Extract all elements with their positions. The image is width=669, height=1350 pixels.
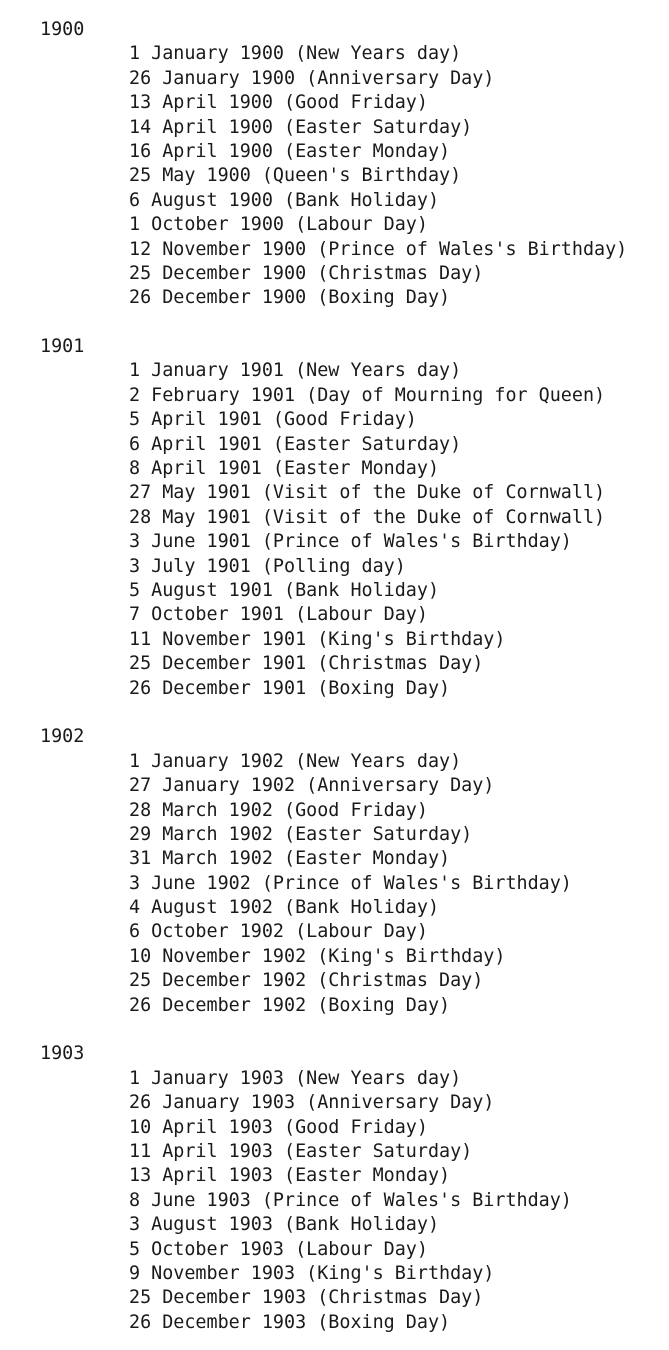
holiday-entry: 25 December 1902 (Christmas Day)	[129, 970, 484, 992]
holiday-entry: 3 June 1902 (Prince of Wales's Birthday)	[129, 872, 572, 894]
holiday-entry: 28 May 1901 (Visit of the Duke of Cornwall)	[129, 506, 606, 528]
holiday-entry: 5 April 1901 (Good Friday)	[129, 409, 417, 431]
holiday-entry: 27 January 1902 (Anniversary Day)	[129, 775, 495, 797]
holiday-document	[40, 18, 665, 1335]
holiday-entry: 3 July 1901 (Polling day)	[129, 555, 406, 577]
holiday-entry: 10 April 1903 (Good Friday)	[129, 1116, 428, 1138]
holiday-entry: 1 January 1903 (New Years day)	[129, 1067, 462, 1089]
holiday-entry: 1 October 1900 (Labour Day)	[129, 214, 428, 236]
year-section-1900	[40, 18, 665, 311]
year-section-1901	[40, 335, 665, 701]
holiday-entry: 13 April 1900 (Good Friday)	[129, 92, 428, 114]
holiday-entry: 25 December 1901 (Christmas Day)	[129, 653, 484, 675]
holiday-entry: 26 December 1901 (Boxing Day)	[129, 677, 451, 699]
holiday-entry: 4 August 1902 (Bank Holiday)	[129, 897, 440, 919]
holiday-entry: 6 August 1900 (Bank Holiday)	[129, 189, 440, 211]
holiday-entry: 1 January 1901 (New Years day)	[129, 360, 462, 382]
year-section-1902	[40, 725, 665, 1018]
holiday-entry: 11 April 1903 (Easter Saturday)	[129, 1140, 473, 1162]
holiday-entry: 6 April 1901 (Easter Saturday)	[129, 433, 462, 455]
holiday-entry: 6 October 1902 (Labour Day)	[129, 921, 428, 943]
holiday-entry: 26 December 1903 (Boxing Day)	[129, 1311, 451, 1333]
holiday-entry: 27 May 1901 (Visit of the Duke of Cornwall)	[129, 482, 606, 504]
holiday-entry: 1 January 1902 (New Years day)	[129, 750, 462, 772]
holiday-entry: 28 March 1902 (Good Friday)	[129, 799, 428, 821]
holiday-list	[40, 359, 665, 700]
holiday-entry: 25 May 1900 (Queen's Birthday)	[129, 165, 462, 187]
holiday-entry: 29 March 1902 (Easter Saturday)	[129, 823, 473, 845]
holiday-entry: 26 December 1902 (Boxing Day)	[129, 994, 451, 1016]
holiday-entry: 16 April 1900 (Easter Monday)	[129, 140, 451, 162]
holiday-entry: 14 April 1900 (Easter Saturday)	[129, 116, 473, 138]
holiday-entry: 26 December 1900 (Boxing Day)	[129, 287, 451, 309]
holiday-entry: 8 April 1901 (Easter Monday)	[129, 458, 440, 480]
holiday-entry: 31 March 1902 (Easter Monday)	[129, 848, 451, 870]
holiday-entry: 1 January 1900 (New Years day)	[129, 43, 462, 65]
holiday-entry: 9 November 1903 (King's Birthday)	[129, 1262, 495, 1284]
holiday-entry: 12 November 1900 (Prince of Wales's Birthday)	[129, 238, 628, 260]
holiday-entry: 25 December 1903 (Christmas Day)	[129, 1287, 484, 1309]
year-section-1903	[40, 1042, 665, 1335]
year-heading: 1903	[40, 1043, 85, 1065]
year-heading: 1902	[40, 726, 85, 748]
holiday-entry: 10 November 1902 (King's Birthday)	[129, 945, 506, 967]
holiday-entry: 3 August 1903 (Bank Holiday)	[129, 1214, 440, 1236]
holiday-entry: 7 October 1901 (Labour Day)	[129, 604, 428, 626]
holiday-entry: 25 December 1900 (Christmas Day)	[129, 262, 484, 284]
holiday-list	[40, 750, 665, 1018]
holiday-entry: 8 June 1903 (Prince of Wales's Birthday)	[129, 1189, 572, 1211]
holiday-entry: 26 January 1900 (Anniversary Day)	[129, 67, 495, 89]
holiday-entry: 5 October 1903 (Labour Day)	[129, 1238, 428, 1260]
year-heading: 1901	[40, 336, 85, 358]
year-heading: 1900	[40, 19, 85, 40]
holiday-entry: 2 February 1901 (Day of Mourning for Queen)	[129, 384, 606, 406]
holiday-entry: 3 June 1901 (Prince of Wales's Birthday)	[129, 531, 572, 553]
holiday-list	[40, 42, 665, 310]
holiday-entry: 11 November 1901 (King's Birthday)	[129, 628, 506, 650]
holiday-entry: 13 April 1903 (Easter Monday)	[129, 1165, 451, 1187]
holiday-entry: 5 August 1901 (Bank Holiday)	[129, 579, 440, 601]
holiday-entry: 26 January 1903 (Anniversary Day)	[129, 1092, 495, 1114]
holiday-list	[40, 1067, 665, 1335]
